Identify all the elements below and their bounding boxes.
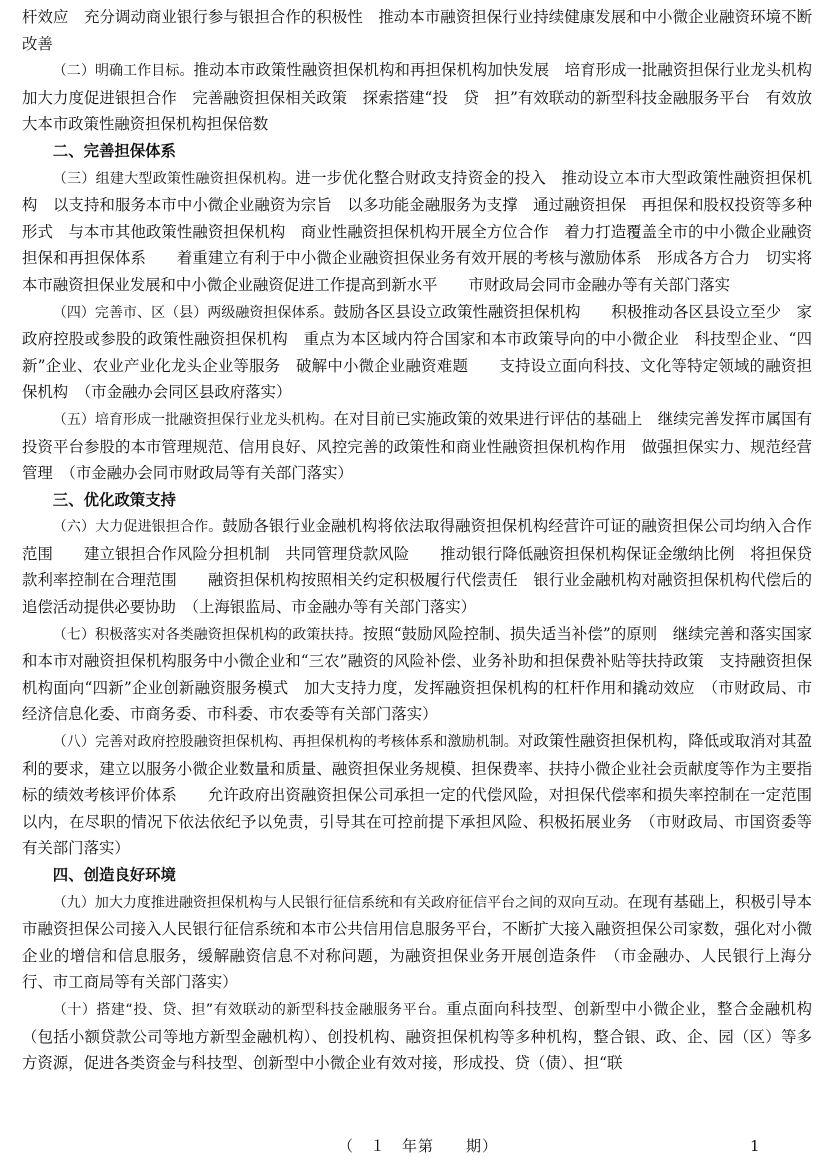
paragraph-2-work-goals: （二）明确工作目标。推动本市政策性融资担保机构和再担保机构加快发展 培育形成一批融资担保行业龙头机构 加大力度促进银担合作 完善融资担保相关政策 探索搭建“投 贷 担”有效联动的新型科技金融服务平台 有效放大本市政策性融资担保机构担保倍数 [22, 61, 827, 134]
clause-title: （五）培育形成一批融资担保行业龙头机构。 [52, 411, 334, 428]
paragraph-5-leading-agencies: （五）培育形成一批融资担保行业龙头机构。在对目前已实施政策的效果进行评估的基础上 继续完善发挥市属国有投资平台参股的本市管理规范、信用良好、风控完善的政策性和商业性融资担保机构作用 做强担保实力、规范经营管理 （市金融办会同市财政局等有关部门落实） [22, 409, 812, 483]
paragraph-4-two-level-system: （四）完善市、区（县）两级融资担保体系。鼓励各区县设立政策性融资担保机构 积极推动各区县设立至少 家政府控股或参股的政策性融资担保机构 重点为本区域内符合国家和本市政策导向的中小微企业 科技型企业、“四新”企业、农业产业化龙头企业等服务 破解中小微企业融资难题 支持设立面向科技、文化等特定领域的融资担保机构 （市金融办会同区县政府落实） [22, 302, 812, 402]
paragraph-6-bank-guarantee-cooperation: （六）大力促进银担合作。鼓励各银行业金融机构将依法取得融资担保机构经营许可证的融资担保公司均纳入合作范围 建立银担合作风险分担机制 共同管理贷款风险 推动银行降低融资担保机构保证金缴纳比例 将担保贷款利率控制在合理范围 融资担保机构按照相关约定积极履行代偿责任 银行业金融机构对融资担保机构代偿后的追偿活动提供必要协助 （上海银监局、市金融办等有关部门落实） [22, 517, 812, 617]
clause-title: （九）加大力度推进融资担保机构与人民银行征信系统和有关政府征信平台之间的双向互动。 [52, 894, 628, 911]
paragraph-continuation: 杆效应 充分调动商业银行参与银担合作的积极性 推动本市融资担保行业持续健康发展和中小微企业融资环境不断改善 [22, 8, 812, 53]
document-body [22, 4, 827, 1077]
clause-title: （四）完善市、区（县）两级融资担保体系。 [52, 304, 334, 321]
section-heading-guarantee-system: 二、完善担保体系 [52, 141, 176, 160]
paragraph-10-tech-finance-platform: （十）搭建“投、贷、担”有效联动的新型科技金融服务平台。重点面向科技型、创新型中小微企业，整合金融机构（包括小额贷款公司等地方新型金融机构）、创投机构、融资担保机构等多种机构，整合银、政、企、园（区）等多方资源，促进各类资金与科技型、创新型中小微企业有效对接，形成投、贷（债）、担“联 [22, 999, 812, 1073]
paragraph-7-policy-incentives: （七）积极落实对各类融资担保机构的政策扶持。按照“鼓励风险控制、损失适当补偿”的原则 继续完善和落实国家和本市对融资担保机构服务中小微企业和“三农”融资的风险补偿、业务补助和担保费补贴等扶持政策 支持融资担保机构面向“四新”企业创新融资服务模式 加大支持力度，发挥融资担保机构的杠杆作用和撬动效应 （市财政局、市经济信息化委、市商务委、市科委、市农委等有关部门落实） [22, 624, 812, 724]
section-heading-environment: 四、创造良好环境 [52, 866, 176, 884]
clause-title: （八）完善对政府控股融资担保机构、再担保机构的考核体系和激励机制。 [52, 734, 518, 751]
paragraph-3-large-guarantee-agency: （三）组建大型政策性融资担保机构。进一步优化整合财政支持资金的投入 推动设立本市大型政策性融资担保机构 以支持和服务本市中小微企业融资为宗旨 以多功能金融服务为支撑 通过融资担保 再担保和股权投资等多种形式 与本市其他政策性融资担保机构 商业性融资担保机构开展全方位合作 着力打造覆盖全市的中小微企业融资担保和再担保体系 着重建立有利于中小微企业融资担保业务有效开展的考核与激励体系 形成各方合力 切实将本市融资担保业发展和中小微企业融资促进工作提高到新水平 市财政局会同市金融办等有关部门落实 [22, 168, 812, 294]
clause-title: （三）组建大型政策性融资担保机构。 [52, 170, 296, 187]
section-heading-policy-support: 三、优化政策支持 [52, 490, 176, 509]
clause-title: （二）明确工作目标。 [52, 63, 194, 80]
paragraph-9-credit-system-interaction: （九）加大力度推进融资担保机构与人民银行征信系统和有关政府征信平台之间的双向互动。在现有基础上，积极引导本市融资担保公司接入人民银行征信系统和本市公共信用信息服务平台，不断扩大接入融资担保公司家数，强化对小微企业的增信和信息服务，缓解融资信息不对称问题，为融资担保业务开展创造条件 （市金融办、人民银行上海分行、市工商局等有关部门落实） [22, 892, 812, 992]
clause-title: （十）搭建“投、贷、担”有效联动的新型科技金融服务平台。 [52, 1001, 447, 1018]
paragraph-8-assessment-system: （八）完善对政府控股融资担保机构、再担保机构的考核体系和激励机制。对政策性融资担保机构，降低或取消对其盈利的要求，建立以服务小微企业数量和质量、融资担保业务规模、担保费率、扶持小微企业社会贡献度等作为主要指标的绩效考核评价体系 允许政府出资融资担保公司承担一定的代偿风险，对担保代偿率和损失率控制在一定范围以内，在尽职的情况下依法依纪予以免责，引导其在可控前提下承担风险、积极拓展业务 （市财政局、市国资委等有关部门落实） [22, 732, 812, 858]
page-footer [0, 1133, 827, 1159]
clause-title: （六）大力促进银担合作。 [52, 519, 223, 536]
issue-label: （ １ 年第 期） [338, 1137, 499, 1155]
page-number: 1 [750, 1137, 760, 1155]
clause-title: （七）积极落实对各类融资担保机构的政策扶持。 [52, 626, 363, 643]
